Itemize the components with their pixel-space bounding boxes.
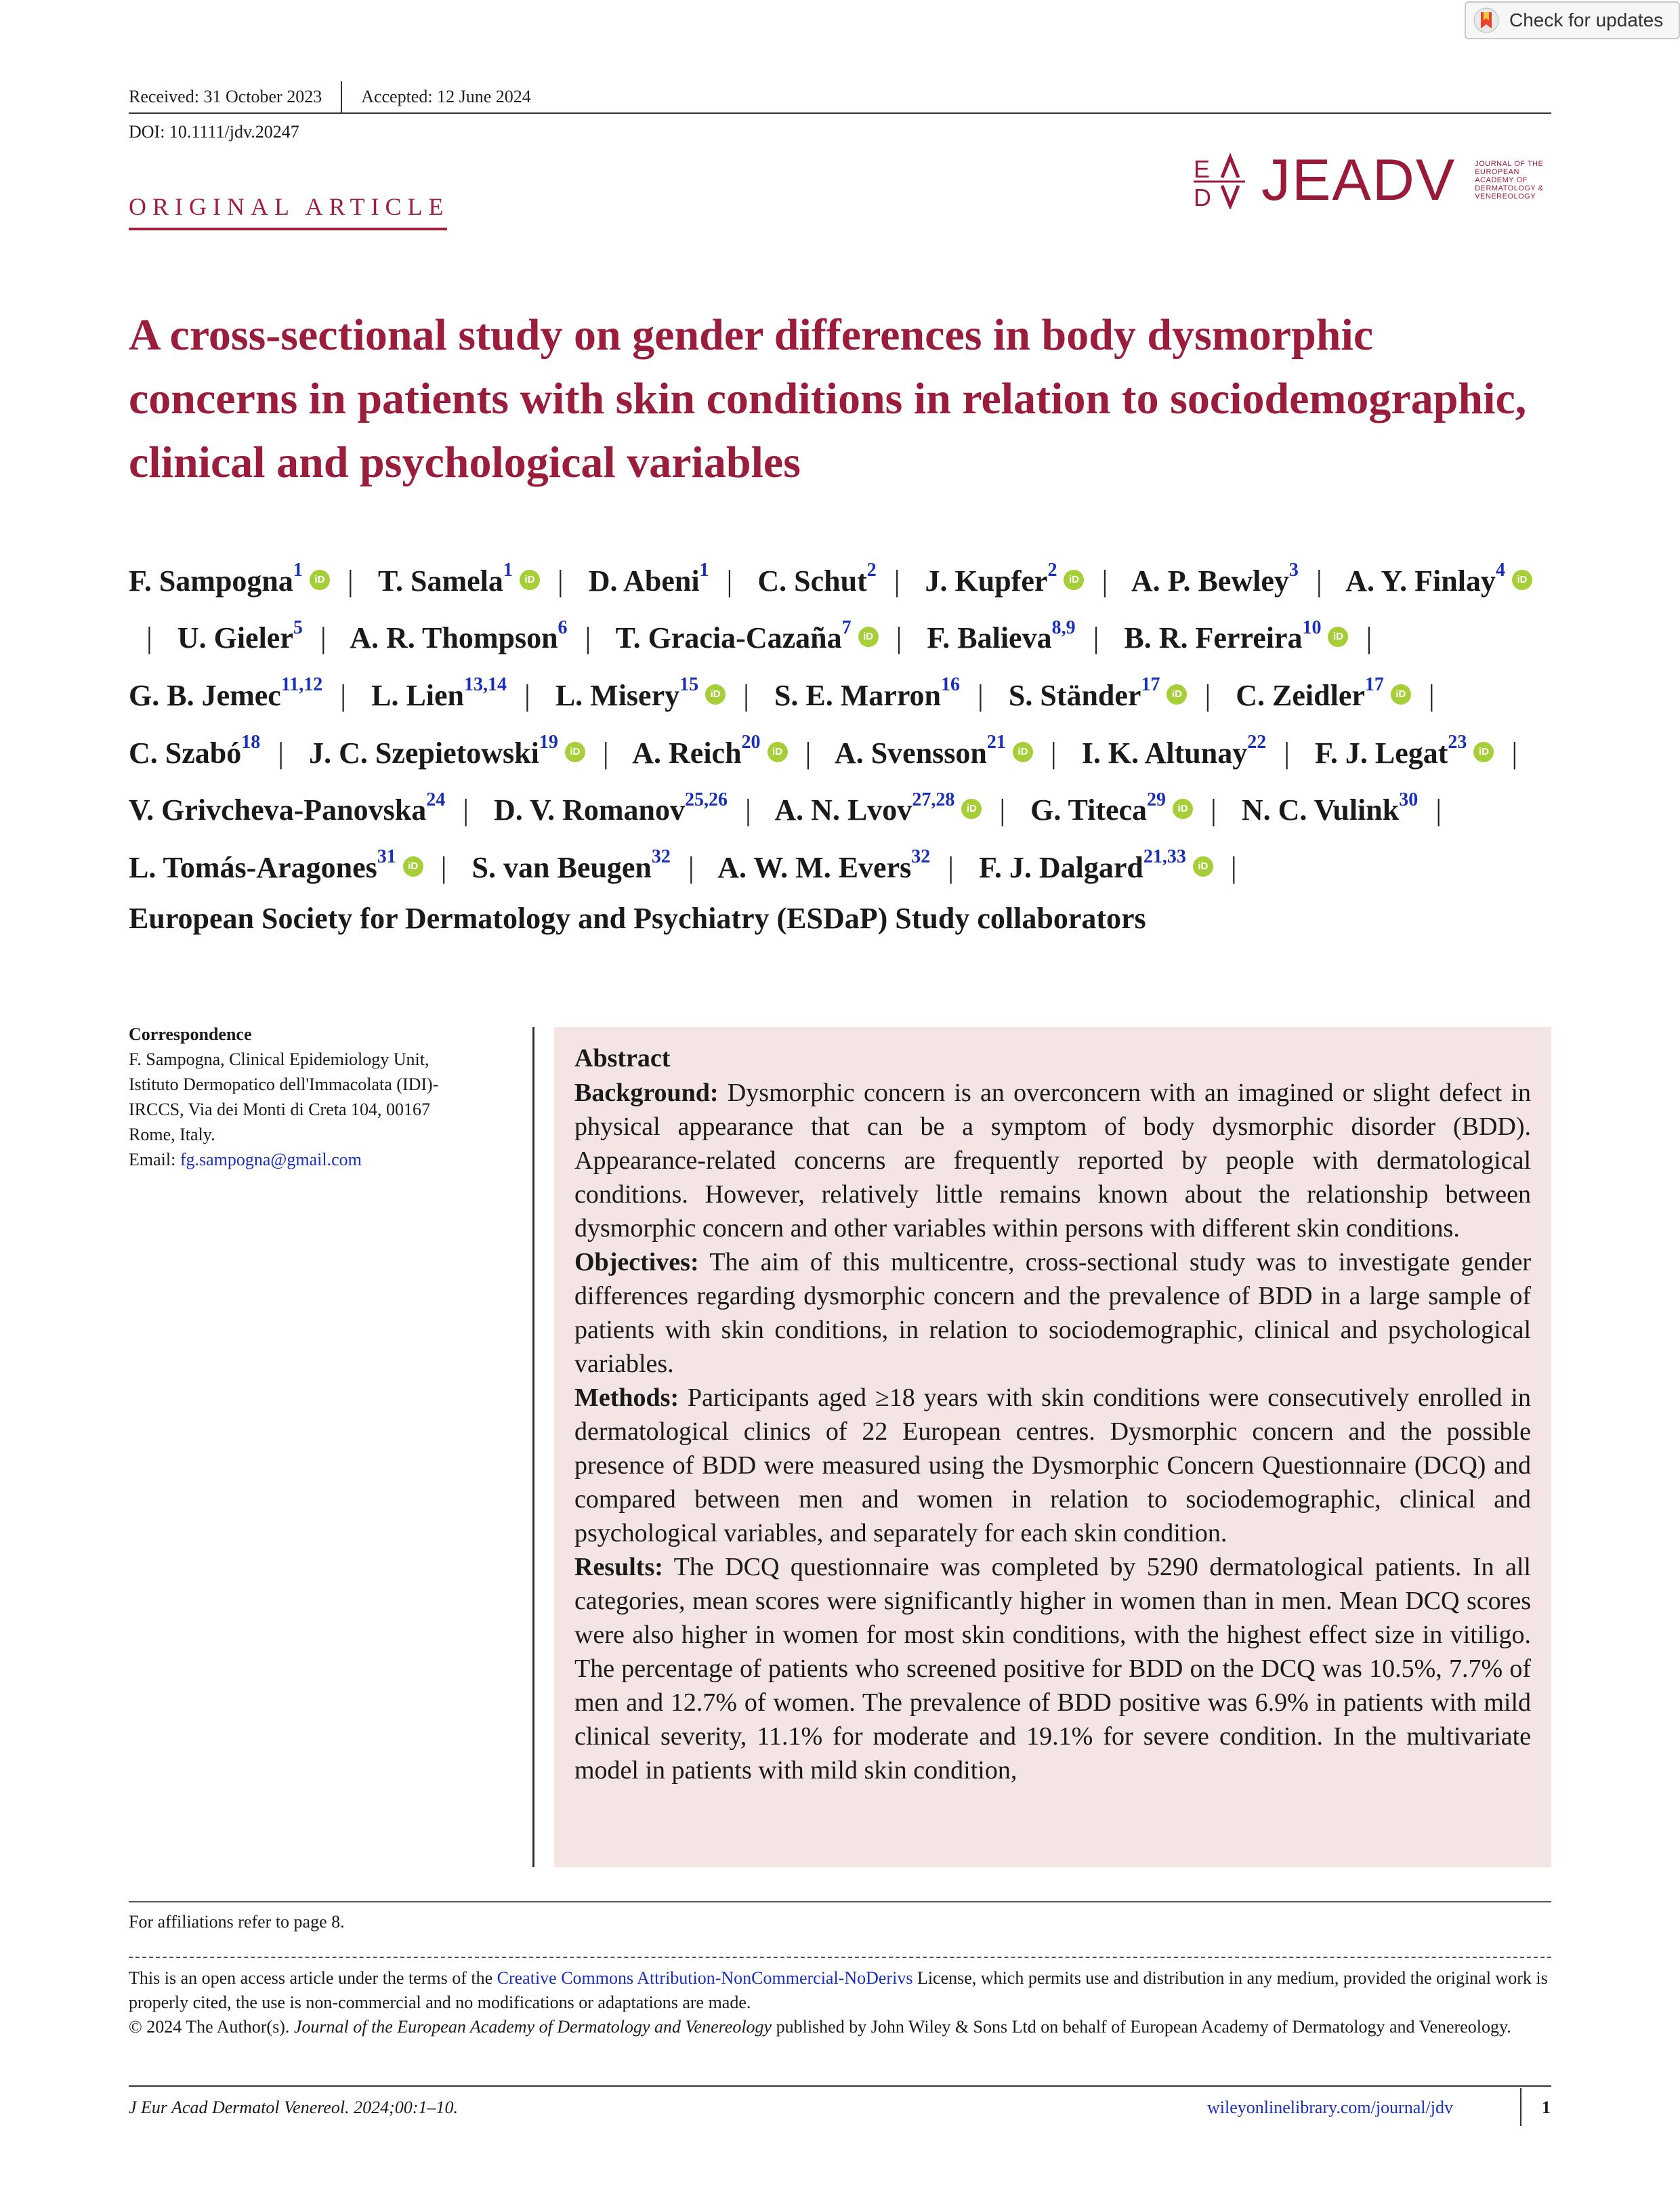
affiliation-superscript[interactable]: 4 xyxy=(1495,560,1505,581)
svg-text:D: D xyxy=(1194,184,1211,209)
author-separator: | xyxy=(999,793,1006,827)
affiliation-superscript[interactable]: 27,28 xyxy=(912,789,955,810)
divider xyxy=(341,81,342,112)
author-name-text: J. C. Szepietowski xyxy=(309,736,539,770)
received-date: Received: 31 October 2023 xyxy=(129,87,322,106)
author-separator: | xyxy=(1316,564,1322,598)
author-separator: | xyxy=(745,793,751,827)
orcid-icon[interactable]: iD xyxy=(310,570,330,590)
affiliation-superscript[interactable]: 21,33 xyxy=(1143,846,1186,868)
author-name-text: J. Kupfer xyxy=(925,564,1048,598)
abstract-results xyxy=(574,1550,1531,1787)
orcid-icon[interactable]: iD xyxy=(705,684,726,705)
author-separator: | xyxy=(347,564,354,598)
author-name xyxy=(925,560,1085,598)
section-underline xyxy=(129,228,447,230)
author-name-text: F. Sampogna xyxy=(129,564,293,598)
author-name xyxy=(129,789,446,827)
affiliation-superscript[interactable]: 1 xyxy=(293,560,303,581)
background-label: Background: xyxy=(574,1079,719,1107)
accepted-date: Accepted: 12 June 2024 xyxy=(361,87,531,106)
orcid-icon[interactable]: iD xyxy=(858,627,879,647)
affiliation-superscript[interactable]: 18 xyxy=(241,731,261,753)
license-post: License, which permits use and distribution in any medium, provided the original work is properly cited, the use is non-commercial and no modifications or adaptations are made. xyxy=(129,1968,1548,2012)
author-name xyxy=(377,560,540,598)
journal-logo xyxy=(1191,148,1549,213)
affiliation-superscript[interactable]: 22 xyxy=(1247,731,1267,753)
author-separator: | xyxy=(440,850,447,884)
author-name xyxy=(1236,674,1411,712)
author-name-text: I. K. Altunay xyxy=(1081,736,1248,770)
affiliation-superscript[interactable]: 5 xyxy=(293,617,303,638)
author-separator: | xyxy=(894,564,900,598)
author-name xyxy=(1345,560,1532,598)
author-name-text: A. R. Thompson xyxy=(350,621,558,655)
author-name-text: U. Gieler xyxy=(177,621,293,655)
author-separator: | xyxy=(585,621,591,655)
affiliation-superscript[interactable]: 11,12 xyxy=(280,674,323,696)
author-name-text: C. Zeidler xyxy=(1236,678,1365,712)
author-name xyxy=(774,674,961,712)
author-name xyxy=(309,731,585,770)
bookmark-update-icon xyxy=(1473,7,1500,34)
author-separator: | xyxy=(1050,736,1057,770)
author-separator: | xyxy=(463,793,469,827)
orcid-icon[interactable]: iD xyxy=(768,742,788,762)
orcid-icon[interactable]: iD xyxy=(1473,742,1494,762)
author-separator: | xyxy=(278,736,285,770)
orcid-icon[interactable]: iD xyxy=(1173,799,1193,819)
page-number: 1 xyxy=(1542,2098,1551,2117)
affiliation-superscript[interactable]: 24 xyxy=(426,789,446,810)
author-name-text: D. Abeni xyxy=(588,564,700,598)
affiliation-superscript[interactable]: 29 xyxy=(1147,789,1167,810)
author-name xyxy=(129,846,423,884)
orcid-icon[interactable]: iD xyxy=(403,856,423,877)
correspondence-heading: Correspondence xyxy=(129,1024,252,1044)
author-name xyxy=(1131,560,1299,598)
orcid-icon[interactable]: iD xyxy=(520,570,540,590)
author-name xyxy=(129,560,330,598)
abstract-objectives xyxy=(574,1245,1531,1381)
copyright-pre: © 2024 The Author(s). xyxy=(129,2017,294,2037)
author-name-text: A. Reich xyxy=(632,736,742,770)
correspondence-line: Istituto Dermopatico dell'Immacolata (IDI)- xyxy=(129,1075,439,1094)
affiliations-rule xyxy=(129,1901,1551,1902)
affiliation-superscript[interactable]: 23 xyxy=(1448,731,1467,753)
orcid-icon[interactable]: iD xyxy=(1167,684,1187,705)
correspondence xyxy=(129,1022,508,1172)
author-name xyxy=(979,846,1213,884)
author-name xyxy=(494,789,728,827)
affiliation-superscript[interactable]: 21 xyxy=(986,731,1006,753)
author-name xyxy=(834,731,1033,770)
results-label: Results: xyxy=(574,1553,663,1581)
section-label: ORIGINAL ARTICLE xyxy=(129,193,450,220)
author-name xyxy=(129,674,323,712)
footer-rule xyxy=(129,2085,1551,2087)
affiliation-superscript[interactable]: 13,14 xyxy=(464,674,507,696)
affiliation-superscript[interactable]: 20 xyxy=(741,731,761,753)
author-separator: | xyxy=(524,678,530,712)
author-separator: | xyxy=(1211,793,1217,827)
collaborators: European Society for Dermatology and Psychiatry (ESDaP) Study collaborators xyxy=(129,901,1146,935)
affiliation-superscript[interactable]: 17 xyxy=(1141,674,1160,696)
journal-logo-subtitle: JOURNAL OF THE EUROPEAN ACADEMY OF DERMATOLOGY & VENEREOLOGY xyxy=(1475,160,1544,201)
author-name-text: A. P. Bewley xyxy=(1131,564,1289,598)
methods-text: Participants aged ≥18 years with skin conditions were consecutively enrolled in dermatological clinics of 22 European centres. Dysmorphic concern and the possible presence of BDD were measured using the Dysmorphic Concern Questionnaire (DCQ) and compared between men and women in relation to sociodemographic, clinical and psychological variables, and separately for each skin condition. xyxy=(574,1383,1531,1547)
eadv-logo-icon xyxy=(1191,152,1248,209)
article-title: A cross-sectional study on gender differences in body dysmorphic concerns in patients with skin conditions in relation to sociodemographic, clinical and psychological variables xyxy=(129,310,1527,487)
abstract-box xyxy=(554,1027,1551,1867)
author-separator: | xyxy=(320,621,327,655)
author-name xyxy=(1081,731,1267,770)
author-list xyxy=(129,549,1565,944)
methods-label: Methods: xyxy=(574,1383,679,1412)
author-name-text: T. Gracia-Cazaña xyxy=(615,621,842,655)
correspondence-line: IRCCS, Via dei Monti di Creta 104, 00167 xyxy=(129,1100,431,1119)
author-separator: | xyxy=(1230,850,1237,884)
author-name xyxy=(927,617,1076,655)
abstract-methods xyxy=(574,1381,1531,1550)
journal-url-link[interactable]: wileyonlinelibrary.com/journal/jdv xyxy=(1207,2098,1453,2117)
affiliation-superscript[interactable]: 1 xyxy=(699,560,709,581)
author-separator: | xyxy=(1093,621,1099,655)
affiliation-superscript[interactable]: 7 xyxy=(841,617,852,638)
author-separator: | xyxy=(948,850,954,884)
license-pre: This is an open access article under the terms of the xyxy=(129,1968,497,1988)
author-name xyxy=(471,846,671,884)
author-name xyxy=(774,789,982,827)
affiliation-superscript[interactable]: 2 xyxy=(1047,560,1057,581)
author-name xyxy=(717,846,931,884)
orcid-icon[interactable]: iD xyxy=(1013,742,1033,762)
affiliation-superscript[interactable]: 31 xyxy=(377,846,396,868)
author-separator: | xyxy=(602,736,609,770)
affiliations-note: For affiliations refer to page 8. xyxy=(129,1912,345,1932)
author-name xyxy=(129,731,261,770)
author-separator: | xyxy=(1284,736,1290,770)
author-separator: | xyxy=(1511,736,1518,770)
affiliation-superscript[interactable]: 15 xyxy=(679,674,699,696)
affiliation-superscript[interactable]: 19 xyxy=(539,731,558,753)
author-name-text: S. Ständer xyxy=(1008,678,1141,712)
author-name-text: F. J. Dalgard xyxy=(979,850,1143,884)
author-name-text: T. Samela xyxy=(377,564,503,598)
orcid-icon[interactable]: iD xyxy=(1064,570,1084,590)
author-name-text: A. Y. Finlay xyxy=(1345,564,1496,598)
orcid-icon[interactable]: iD xyxy=(1512,570,1532,590)
author-name-text: N. C. Vulink xyxy=(1241,793,1400,827)
author-name-text: L. Misery xyxy=(555,678,680,712)
affiliation-superscript[interactable]: 25,26 xyxy=(685,789,728,810)
author-separator: | xyxy=(1435,793,1442,827)
author-separator: | xyxy=(1428,678,1435,712)
doi: DOI: 10.1111/jdv.20247 xyxy=(129,122,299,142)
author-name xyxy=(632,731,787,770)
copyright-journal: Journal of the European Academy of Dermatology and Venereology xyxy=(293,2017,772,2037)
author-name xyxy=(615,617,879,655)
author-name xyxy=(371,674,507,712)
author-name-text: A. W. M. Evers xyxy=(717,850,912,884)
correspondence-line: Rome, Italy. xyxy=(129,1125,215,1144)
orcid-icon[interactable]: iD xyxy=(1391,684,1411,705)
cc-license-link[interactable]: Creative Commons Attribution-NonCommercial-NoDerivs xyxy=(497,1968,913,1988)
author-name xyxy=(350,617,568,655)
author-separator: | xyxy=(146,621,152,655)
author-name xyxy=(1315,731,1494,770)
author-name-text: L. Tomás-Aragones xyxy=(129,850,377,884)
author-name xyxy=(1030,789,1193,827)
author-name-text: F. Balieva xyxy=(927,621,1052,655)
author-name-text: A. Svensson xyxy=(834,736,987,770)
affiliation-superscript[interactable]: 32 xyxy=(911,846,931,868)
background-text: Dysmorphic concern is an overconcern with an imagined or slight defect in physical appearance that can be a symptom of body dysmorphic disorder (BDD). Appearance-related concerns are frequently reported by people with dermatological conditions. However, relatively little remains known about the relationship between dysmorphic concern and other variables within persons with different skin conditions. xyxy=(574,1079,1531,1243)
affiliation-superscript[interactable]: 30 xyxy=(1399,789,1419,810)
email-link[interactable]: fg.sampogna@gmail.com xyxy=(180,1150,362,1169)
orcid-icon[interactable]: iD xyxy=(1193,856,1213,877)
footer-citation: J Eur Acad Dermatol Venereol. 2024;00:1–10. xyxy=(129,2098,458,2117)
author-name xyxy=(1008,674,1188,712)
column-divider xyxy=(532,1027,534,1867)
orcid-icon[interactable]: iD xyxy=(1328,627,1348,647)
svg-text:E: E xyxy=(1194,155,1211,183)
license-text xyxy=(129,1966,1551,2039)
author-name-text: S. van Beugen xyxy=(471,850,652,884)
objectives-text: The aim of this multicentre, cross-sectional study was to investigate gender differences regarding dysmorphic concern and the prevalence of BDD in a large sample of patients with skin conditions, in relation to sociodemographic, clinical and psychological variables. xyxy=(574,1248,1531,1378)
license-rule xyxy=(129,1957,1551,1958)
author-separator: | xyxy=(743,678,749,712)
author-separator: | xyxy=(688,850,694,884)
author-separator: | xyxy=(1101,564,1108,598)
correspondence-line: F. Sampogna, Clinical Epidemiology Unit, xyxy=(129,1049,429,1069)
author-separator: | xyxy=(340,678,347,712)
author-name xyxy=(757,560,877,598)
author-separator: | xyxy=(1204,678,1211,712)
affiliation-superscript[interactable]: 17 xyxy=(1364,674,1384,696)
email-label: Email: xyxy=(129,1150,180,1169)
author-name-text: S. E. Marron xyxy=(774,678,942,712)
author-name-text: L. Lien xyxy=(371,678,465,712)
author-separator: | xyxy=(726,564,733,598)
author-name xyxy=(177,617,303,655)
author-name-text: D. V. Romanov xyxy=(494,793,686,827)
abstract-background xyxy=(574,1076,1531,1245)
author-name-text: C. Szabó xyxy=(129,736,242,770)
author-name xyxy=(555,674,726,712)
author-name-text: A. N. Lvov xyxy=(774,793,912,827)
header-rule xyxy=(129,112,1551,114)
affiliation-superscript[interactable]: 2 xyxy=(866,560,877,581)
author-name-text: C. Schut xyxy=(757,564,867,598)
affiliation-superscript[interactable]: 3 xyxy=(1288,560,1299,581)
author-separator: | xyxy=(557,564,564,598)
author-name xyxy=(588,560,709,598)
objectives-label: Objectives: xyxy=(574,1248,699,1276)
author-name-text: B. R. Ferreira xyxy=(1124,621,1303,655)
author-separator: | xyxy=(1366,621,1372,655)
footer-divider xyxy=(1520,2088,1521,2126)
copyright-post: published by John Wiley & Sons Ltd on behalf of European Academy of Dermatology and Venereology. xyxy=(772,2017,1511,2037)
author-separator: | xyxy=(978,678,984,712)
article-dates xyxy=(129,81,531,112)
orcid-icon[interactable]: iD xyxy=(565,742,585,762)
affiliation-superscript[interactable]: 10 xyxy=(1302,617,1322,638)
author-name-text: G. Titeca xyxy=(1030,793,1148,827)
author-separator: | xyxy=(805,736,812,770)
author-name xyxy=(1241,789,1419,827)
author-name-text: G. B. Jemec xyxy=(129,678,281,712)
check-for-updates-button[interactable] xyxy=(1465,1,1680,39)
affiliation-superscript[interactable]: 32 xyxy=(651,846,671,868)
affiliation-superscript[interactable]: 8,9 xyxy=(1051,617,1076,638)
affiliation-superscript[interactable]: 16 xyxy=(941,674,961,696)
check-for-updates-label: Check for updates xyxy=(1509,9,1664,30)
author-name xyxy=(1124,617,1348,655)
results-text: The DCQ questionnaire was completed by 5290 dermatological patients. In all categories, mean scores were significantly higher in women than in men. Mean DCQ scores were also higher in women for most skin conditions, with the highest effect size in vitiligo. The percentage of patients who screened positive for BDD on the DCQ was 10.5%, 7.7% of men and 12.7% of women. The prevalence of BDD positive was 6.9% in patients with mild clinical severity, 11.1% for moderate and 19.1% for severe condition. In the multivariate model in patients with mild skin condition, xyxy=(574,1553,1531,1785)
orcid-icon[interactable]: iD xyxy=(961,799,982,819)
affiliation-superscript[interactable]: 6 xyxy=(558,617,568,638)
author-name-text: V. Grivcheva-Panovska xyxy=(129,793,427,827)
author-name-text: F. J. Legat xyxy=(1315,736,1448,770)
abstract-heading: Abstract xyxy=(574,1044,671,1072)
author-separator: | xyxy=(896,621,902,655)
journal-logo-text: JEADV xyxy=(1261,148,1456,213)
affiliation-superscript[interactable]: 1 xyxy=(503,560,513,581)
